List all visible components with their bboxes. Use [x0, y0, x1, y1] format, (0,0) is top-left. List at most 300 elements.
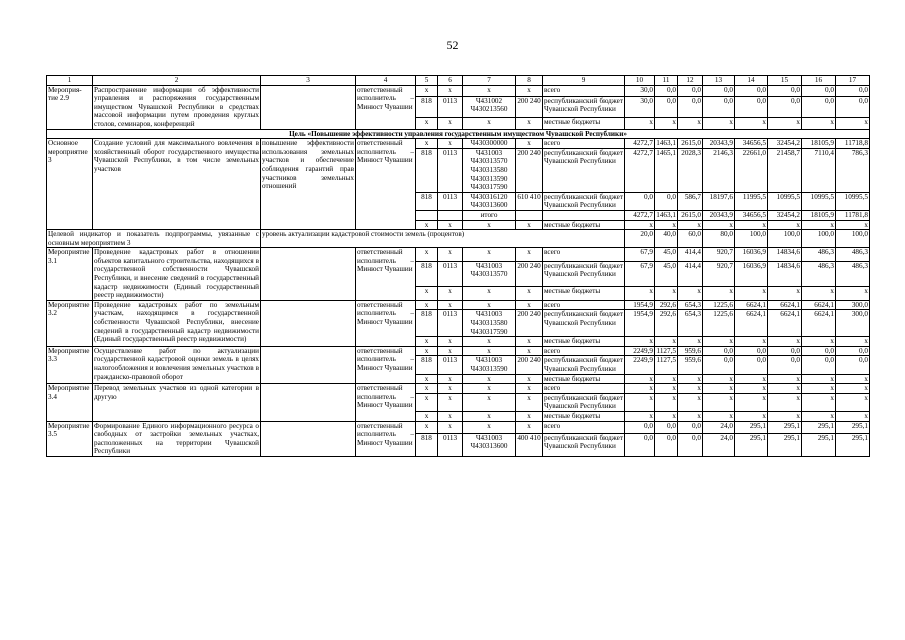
budget-code: x	[416, 337, 438, 347]
year-value: 11781,8	[836, 210, 870, 220]
year-value: x	[768, 393, 802, 411]
section-code: x	[438, 85, 463, 96]
target-article: Ч431003 Ч430313600	[463, 433, 516, 456]
year-value: 0,0	[678, 433, 703, 456]
year-value: x	[735, 337, 768, 347]
year-value: 10995,5	[802, 192, 836, 210]
column-header: 3	[261, 76, 356, 86]
year-value: x	[735, 287, 768, 301]
activity-name: Формирование Единого информационного ресурса о свободных от застройки земельных участках, расположенных на территории Чувашской Республики	[94, 421, 259, 456]
funding-source: всего	[543, 248, 625, 261]
year-value: x	[836, 337, 870, 347]
activity-code: Мероприятие 3.3	[47, 346, 93, 383]
year-value: 0,0	[655, 96, 678, 117]
section-code: 0113	[438, 192, 463, 210]
year-value: 45,0	[655, 261, 678, 287]
year-value: 414,4	[678, 248, 703, 261]
year-value: 654,3	[678, 300, 703, 310]
indicator-value: 40,0	[655, 230, 678, 248]
section-code: x	[438, 220, 463, 230]
year-value: x	[625, 393, 655, 411]
activity-target	[261, 384, 356, 421]
target-article: x	[463, 384, 516, 394]
funding-source: республиканский бюджет Чувашской Республики	[543, 148, 625, 192]
year-value: x	[836, 287, 870, 301]
budget-code: 818	[416, 96, 438, 117]
target-article: x	[463, 346, 516, 356]
column-header: 4	[356, 76, 416, 86]
year-value: 2615,0	[678, 139, 703, 149]
year-value: 295,1	[802, 433, 836, 456]
year-value: 11718,8	[836, 139, 870, 149]
target-article: x	[463, 248, 516, 261]
expense-type: x	[516, 220, 543, 230]
year-value: 292,6	[655, 310, 678, 337]
budget-code	[416, 210, 438, 220]
year-value: 14834,6	[768, 248, 802, 261]
section-code: 0113	[438, 433, 463, 456]
year-value: x	[802, 287, 836, 301]
year-value: 10995,5	[768, 192, 802, 210]
year-value: 32454,2	[768, 139, 802, 149]
year-value: x	[678, 384, 703, 394]
year-value: 11995,5	[735, 192, 768, 210]
year-value: 414,4	[678, 261, 703, 287]
funding-source: республиканский бюджет Чувашской Республики	[543, 310, 625, 337]
funding-source: всего	[543, 346, 625, 356]
target-article: x	[463, 85, 516, 96]
year-value: x	[836, 411, 870, 421]
year-value: 16036,9	[735, 248, 768, 261]
funding-source: всего	[543, 85, 625, 96]
target-article: x	[463, 220, 516, 230]
year-value: 0,0	[655, 85, 678, 96]
funding-source	[543, 210, 625, 220]
budget-code: 818	[416, 433, 438, 456]
indicator-value: 100,0	[836, 230, 870, 248]
year-value: x	[625, 287, 655, 301]
year-value: 16036,9	[735, 261, 768, 287]
target-article: Ч431003 Ч430313590	[463, 356, 516, 374]
responsible-executor: ответственный исполнитель – Минюст Чувашии	[356, 248, 416, 301]
year-value: 0,0	[836, 346, 870, 356]
indicator-label: Целевой индикатор и показатель подпрограммы, увязанные с основным мероприятием 3	[48, 230, 259, 247]
section-code: x	[438, 287, 463, 301]
activity-target	[261, 85, 356, 129]
year-value: 2249,9	[625, 346, 655, 356]
year-value: x	[802, 393, 836, 411]
year-value: x	[703, 374, 735, 384]
year-value: 295,1	[768, 433, 802, 456]
expense-type: x	[516, 337, 543, 347]
column-header: 16	[802, 76, 836, 86]
budget-code: x	[416, 421, 438, 433]
expense-type: x	[516, 384, 543, 394]
year-value: x	[802, 384, 836, 394]
expense-type: 200 240	[516, 96, 543, 117]
expense-type: 200 240	[516, 356, 543, 374]
responsible-executor: ответственный исполнитель – Минюст Чувашии	[356, 85, 416, 129]
year-value: x	[678, 393, 703, 411]
expense-type: x	[516, 300, 543, 310]
indicator-value: 20,0	[625, 230, 655, 248]
budget-code: x	[416, 374, 438, 384]
year-value: 10995,5	[836, 192, 870, 210]
year-value: x	[678, 337, 703, 347]
year-value: x	[625, 384, 655, 394]
year-value: 1127,5	[656, 346, 676, 355]
target-article: x	[463, 337, 516, 347]
year-value: x	[768, 337, 802, 347]
expense-type: 200 240	[516, 310, 543, 337]
year-value: 295,1	[735, 421, 768, 433]
funding-source: республиканский бюджет Чувашской Республики	[543, 261, 625, 287]
year-value: 959,6	[678, 356, 703, 374]
activity-code: Мероприя-тие 2.9	[47, 85, 93, 129]
year-value: 6624,1	[768, 300, 802, 310]
funding-source: всего	[543, 139, 625, 149]
indicator-value: 80,0	[703, 230, 735, 248]
activity-code: Основное мероприятие 3	[47, 139, 93, 230]
table-body	[47, 76, 870, 457]
expense-type: x	[516, 421, 543, 433]
target-article: x	[463, 393, 516, 411]
year-value: 4272,7	[625, 139, 655, 149]
budget-code: x	[416, 300, 438, 310]
activity-target	[261, 421, 356, 456]
year-value: x	[703, 384, 735, 394]
year-value: 959,6	[678, 346, 703, 356]
activity-name: Перевод земельных участков из одной категории в другую	[93, 384, 261, 421]
indicator-text: уровень актуализации кадастровой стоимости земель (процентов)	[261, 230, 625, 248]
activity-code: Мероприятие 3.4	[47, 384, 93, 421]
year-value: 6624,1	[768, 310, 802, 337]
budget-code: 818	[416, 261, 438, 287]
year-value: 0,0	[836, 356, 870, 374]
year-value: x	[625, 337, 655, 347]
table-row	[47, 346, 870, 356]
year-value: 30,0	[625, 85, 655, 96]
year-value: 486,3	[802, 261, 836, 287]
year-value: x	[703, 287, 735, 301]
year-value: x	[625, 374, 655, 384]
year-value: x	[655, 337, 678, 347]
year-value: 295,1	[768, 421, 802, 433]
responsible-executor: ответственный исполнитель – Минюст Чувашии	[356, 139, 416, 230]
year-value: 486,3	[836, 248, 870, 261]
target-article: x	[463, 421, 516, 433]
section-code: x	[438, 139, 463, 149]
expense-type: x	[516, 118, 543, 129]
responsible-executor: ответственный исполнитель – Минюст Чувашии	[356, 421, 416, 456]
table-row	[47, 300, 870, 310]
section-code: x	[438, 374, 463, 384]
year-value: x	[655, 220, 678, 230]
budget-code: x	[416, 411, 438, 421]
year-value: x	[655, 393, 678, 411]
year-value: 0,0	[768, 85, 802, 96]
year-value: x	[625, 118, 655, 129]
year-value: 6624,1	[735, 300, 768, 310]
year-value: 14834,6	[768, 261, 802, 287]
budget-code: x	[416, 139, 438, 149]
year-value: 0,0	[625, 192, 655, 210]
year-value: 67,9	[625, 261, 655, 287]
indicator-value: 60,0	[678, 230, 703, 248]
year-value: x	[768, 118, 802, 129]
expense-type: x	[516, 374, 543, 384]
year-value: x	[836, 393, 870, 411]
target-article: Ч431003 Ч430313580 Ч430317590	[463, 310, 516, 337]
year-value: x	[836, 384, 870, 394]
section-code: x	[438, 393, 463, 411]
indicator-row	[47, 230, 870, 248]
year-value: 0,0	[703, 346, 735, 356]
funding-source: республиканский бюджет Чувашской Республики	[543, 433, 625, 456]
year-value: 300,0	[836, 310, 870, 337]
funding-source: республиканский бюджет Чувашской Республики	[544, 393, 623, 411]
page-number: 52	[446, 38, 459, 52]
year-value: 0,0	[836, 96, 870, 117]
section-code: x	[438, 248, 463, 261]
year-value: x	[655, 411, 678, 421]
year-value: 920,7	[703, 248, 735, 261]
year-value: 2146,3	[703, 148, 735, 192]
target-article: x	[463, 374, 516, 384]
responsible-executor: ответственный исполнитель – Минюст Чувашии	[356, 300, 416, 346]
budget-code: x	[416, 384, 438, 394]
column-header: 12	[678, 76, 703, 86]
year-value: 18197,6	[703, 192, 735, 210]
budget-code: x	[416, 118, 438, 129]
year-value: 486,3	[802, 248, 836, 261]
indicator-value: 100,0	[735, 230, 768, 248]
responsible-executor: ответственный исполнитель – Минюст Чувашии	[356, 384, 416, 421]
budget-code: 818	[416, 148, 438, 192]
year-value: 0,0	[768, 96, 802, 117]
year-value: x	[836, 118, 870, 129]
activity-code: Мероприятие 3.2	[47, 300, 93, 346]
target-article: Ч431003 Ч430313570	[463, 261, 516, 287]
year-value: 0,0	[802, 85, 836, 96]
column-header: 2	[93, 76, 261, 86]
year-value: x	[655, 118, 678, 129]
year-value: 0,0	[678, 96, 703, 117]
year-value: 0,0	[735, 356, 768, 374]
year-value: 295,1	[802, 421, 836, 433]
year-value: 1465,1	[655, 148, 678, 192]
activity-name: Создание условий для максимального вовлечения в хозяйственный оборот государственного имущества Чувашской Республики, в том числе земельных участков	[93, 139, 261, 230]
year-value: 2615,0	[678, 210, 703, 220]
column-header: 8	[516, 76, 543, 86]
year-value: 6624,1	[802, 310, 836, 337]
column-header: 14	[735, 76, 768, 86]
year-value: 0,0	[678, 421, 703, 433]
year-value: 2249,9	[625, 356, 655, 374]
year-value: x	[625, 411, 655, 421]
year-value: x	[802, 374, 836, 384]
section-code: 0113	[438, 261, 463, 287]
year-value: 24,0	[703, 421, 735, 433]
year-value: 0,0	[655, 421, 678, 433]
target-article: Ч430300000	[463, 139, 516, 149]
expense-type: x	[516, 346, 543, 356]
year-value: x	[703, 411, 735, 421]
activity-name: Проведение кадастровых работ по земельным участкам, находящимся в государственной собственности Чувашской Республики, внесение сведений в государственный кадастр недвижимости (Единый государственный реестр недвижимости)	[93, 300, 261, 346]
year-value: 0,0	[678, 85, 703, 96]
year-value: 0,0	[768, 346, 802, 356]
year-value: 0,0	[768, 356, 802, 374]
year-value: 486,3	[836, 261, 870, 287]
section-code: x	[438, 346, 463, 356]
budget-code: x	[416, 393, 438, 411]
column-header: 9	[543, 76, 625, 86]
year-value: 32454,2	[768, 210, 802, 220]
year-value: x	[802, 220, 836, 230]
year-value: x	[703, 220, 735, 230]
year-value: 1225,6	[703, 310, 735, 337]
budget-code: x	[416, 287, 438, 301]
column-header: 1	[47, 76, 93, 86]
year-value: 300,0	[836, 300, 870, 310]
year-value: 586,7	[678, 192, 703, 210]
target-article: Ч430316120 Ч430313600	[463, 192, 516, 210]
table-row	[47, 421, 870, 433]
funding-source: республиканский бюджет Чувашской Республики	[543, 96, 625, 117]
indicator-value: 100,0	[802, 230, 836, 248]
year-value: 920,7	[703, 261, 735, 287]
year-value: x	[703, 337, 735, 347]
column-header: 10	[625, 76, 655, 86]
budget-code: x	[416, 220, 438, 230]
year-value: x	[678, 287, 703, 301]
table-row	[47, 384, 870, 394]
budget-code: 818	[416, 192, 438, 210]
table-row	[47, 139, 870, 149]
column-header: 17	[836, 76, 870, 86]
activity-name: Распространение информации об эффективности управления и распоряжения государственным имуществом Чувашской Республики в средствах массовой информации путем проведения круглых столов, семинаров, конференций	[94, 85, 259, 128]
year-value: 0,0	[625, 433, 655, 456]
budget-code: x	[416, 346, 438, 356]
year-value: 0,0	[655, 433, 678, 456]
year-value: 7110,4	[802, 148, 836, 192]
year-value: 67,9	[625, 248, 655, 261]
year-value: 34656,5	[735, 210, 768, 220]
column-header: 7	[463, 76, 516, 86]
year-value: 20343,9	[703, 139, 735, 149]
year-value: 1954,9	[625, 310, 655, 337]
responsible-executor: ответственный исполнитель – Минюст Чувашии	[356, 346, 416, 383]
year-value: x	[655, 374, 678, 384]
year-value: x	[768, 411, 802, 421]
section-code: x	[438, 384, 463, 394]
year-value: 45,0	[655, 248, 678, 261]
funding-source: местные бюджеты	[543, 374, 625, 384]
year-value: x	[768, 220, 802, 230]
expense-type: 200 240	[516, 148, 543, 192]
target-article: итого	[463, 210, 516, 220]
year-value: x	[625, 220, 655, 230]
section-code: 0113	[438, 356, 463, 374]
year-value: 654,3	[678, 310, 703, 337]
year-value: 0,0	[703, 85, 735, 96]
year-value: x	[836, 374, 870, 384]
year-value: 0,0	[703, 356, 735, 374]
year-value: x	[768, 287, 802, 301]
activity-target: повышение эффективности использования земельных участков и обеспечение соблюдения гарантий прав участников земельных отношений	[261, 139, 356, 230]
year-value: x	[703, 393, 735, 411]
column-header: 5	[416, 76, 438, 86]
year-value: 2028,3	[678, 148, 703, 192]
expense-type: x	[516, 248, 543, 261]
expense-type: 200 240	[516, 261, 543, 287]
year-value: x	[678, 374, 703, 384]
year-value: x	[768, 384, 802, 394]
year-value: x	[735, 393, 768, 411]
section-code: 0113	[438, 148, 463, 192]
year-value: 1954,9	[625, 300, 655, 310]
table-row	[47, 248, 870, 261]
year-value: 1463,1	[656, 210, 676, 219]
column-header: 6	[438, 76, 463, 86]
section-code	[438, 210, 463, 220]
indicator-value: 100,0	[768, 230, 802, 248]
funding-source: местные бюджеты	[543, 337, 625, 347]
section-code: x	[438, 337, 463, 347]
activity-target	[261, 248, 356, 301]
year-value: 0,0	[802, 346, 836, 356]
expense-type: 610 410	[516, 192, 543, 210]
expense-type	[516, 210, 543, 220]
section-code: x	[438, 421, 463, 433]
year-value: x	[802, 411, 836, 421]
year-value: 20343,9	[703, 210, 735, 220]
target-article: Ч431002 Ч430213560	[463, 96, 516, 117]
year-value: x	[735, 374, 768, 384]
section-code: 0113	[438, 310, 463, 337]
year-value: 4272,7	[625, 210, 655, 220]
goal-row	[47, 129, 870, 139]
header-row	[47, 76, 870, 86]
expense-type: x	[516, 287, 543, 301]
funding-source: местные бюджеты	[543, 118, 625, 129]
activity-target	[261, 346, 356, 383]
column-header: 13	[703, 76, 735, 86]
year-value: x	[836, 220, 870, 230]
activity-name: Осуществление работ по актуализации государственной кадастровой оценки земель в целях налогообложения и вовлечения земельных участков в гражданско-правовой оборот	[93, 346, 261, 383]
expense-type: x	[516, 139, 543, 149]
section-code: 0113	[438, 96, 463, 117]
year-value: 0,0	[735, 85, 768, 96]
funding-source: всего	[543, 421, 625, 433]
year-value: x	[678, 118, 703, 129]
target-article: x	[463, 287, 516, 301]
target-article: x	[463, 411, 516, 421]
year-value: 1127,5	[655, 356, 678, 374]
activity-target	[261, 300, 356, 346]
expense-type: 400 410	[516, 433, 543, 456]
table-row	[47, 85, 870, 96]
year-value: x	[703, 118, 735, 129]
funding-source: республиканский бюджет Чувашской Республики	[544, 356, 623, 373]
year-value: 30,0	[625, 96, 655, 117]
year-value: 295,1	[735, 433, 768, 456]
budget-code: x	[416, 248, 438, 261]
year-value: 0,0	[802, 96, 836, 117]
activity-code: Мероприятие 3.1	[47, 248, 93, 301]
budget-code: x	[416, 85, 438, 96]
goal-title: Цель «Повышение эффективности управления государственным имуществом Чувашской Республики»	[47, 129, 870, 139]
